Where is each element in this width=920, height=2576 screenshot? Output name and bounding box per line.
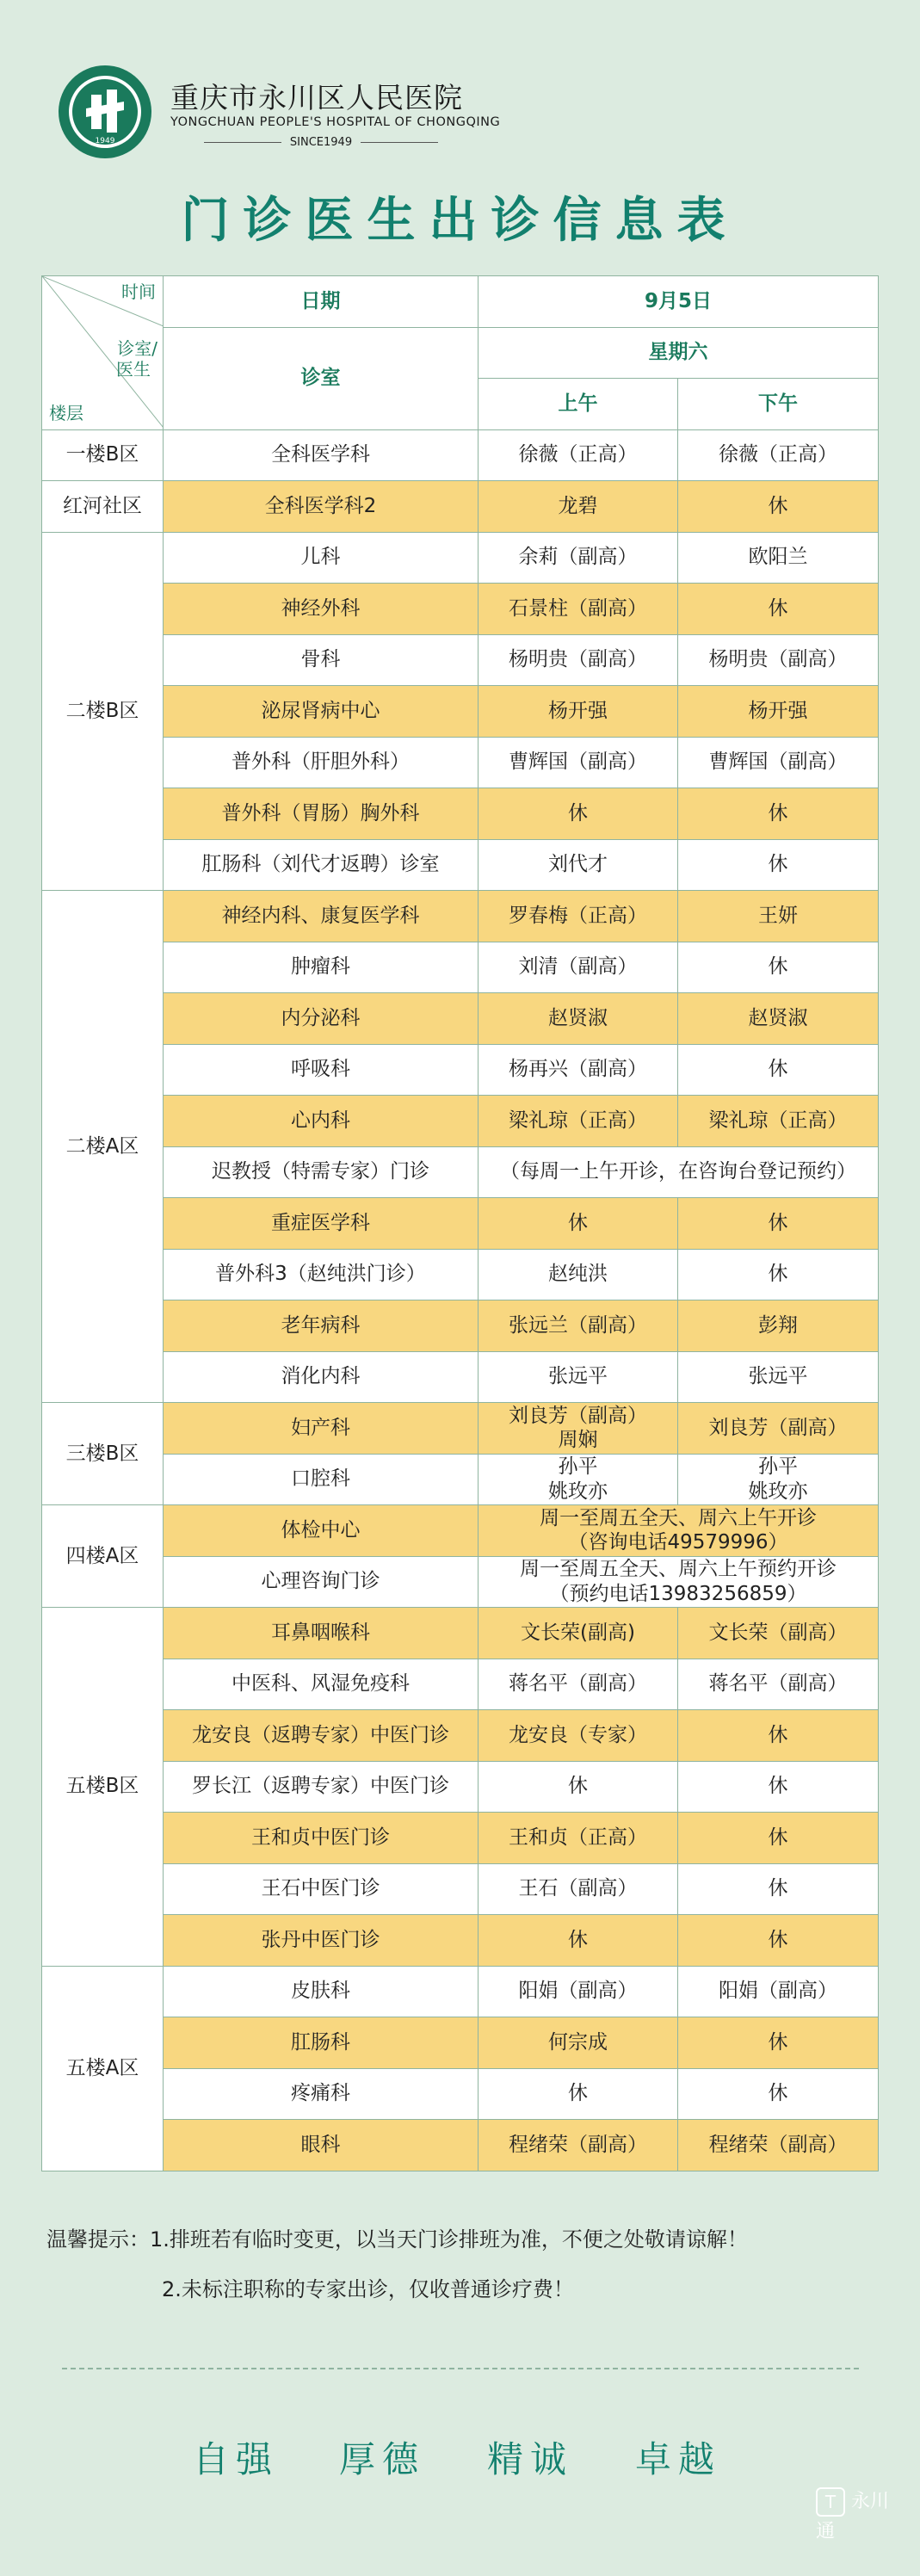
- table-row: [42, 1710, 879, 1762]
- watermark-text: 永川通: [816, 2491, 890, 2542]
- pm-doctor-cell: 刘良芳（副高）: [678, 1403, 879, 1455]
- pm-doctor-cell: 休: [678, 1863, 879, 1915]
- table-row: [42, 532, 879, 584]
- pm-doctor-cell: 欧阳兰: [678, 532, 879, 584]
- table-row: [42, 1608, 879, 1659]
- watermark: [816, 2486, 900, 2542]
- pm-doctor-cell: 彭翔: [678, 1300, 879, 1352]
- table-row: [42, 634, 879, 686]
- department-cell: 疼痛科: [164, 2068, 479, 2120]
- am-doctor-cell: 何宗成: [479, 2017, 678, 2069]
- pm-doctor-cell: 孙平 姚玫亦: [678, 1454, 879, 1505]
- department-cell: 迟教授（特需专家）门诊: [164, 1146, 479, 1198]
- am-header: 上午: [479, 379, 678, 430]
- am-doctor-cell: 杨再兴（副高）: [479, 1044, 678, 1096]
- tips-line-1: 温馨提示：1.排班若有临时变更，以当天门诊排班为准，不便之处敬请谅解！: [46, 2227, 748, 2252]
- table-row: [42, 839, 879, 891]
- department-cell: 罗长江（返聘专家）中医门诊: [164, 1761, 479, 1813]
- am-doctor-cell: 余莉（副高）: [479, 532, 678, 584]
- pm-doctor-cell: 休: [678, 1198, 879, 1250]
- am-doctor-cell: 刘清（副高）: [479, 942, 678, 993]
- table-row: [42, 1096, 879, 1147]
- pm-doctor-cell: 休: [678, 1710, 879, 1762]
- am-doctor-cell: 杨明贵（副高）: [479, 634, 678, 686]
- table-row: [42, 788, 879, 840]
- department-cell: 龙安良（返聘专家）中医门诊: [164, 1710, 479, 1762]
- date-label: 日期: [164, 276, 479, 328]
- tips-line-2: 2.未标注职称的专家出诊，仅收普通诊疗费！: [162, 2277, 574, 2301]
- corner-label-room-doctor-2: 医生: [116, 359, 151, 380]
- department-cell: 心理咨询门诊: [164, 1556, 479, 1608]
- table-row: [42, 1966, 879, 2017]
- pm-doctor-cell: 梁礼琼（正高）: [678, 1096, 879, 1147]
- am-doctor-cell: 龙安良（专家）: [479, 1710, 678, 1762]
- department-cell: 重症医学科: [164, 1198, 479, 1250]
- hospital-name: 重庆市永川区人民医院: [170, 81, 463, 114]
- motto-word-3: 精诚: [487, 2438, 574, 2480]
- table-row: [42, 1300, 879, 1352]
- pm-doctor-cell: 休: [678, 942, 879, 993]
- table-row: [42, 2120, 879, 2171]
- table-row: [42, 1863, 879, 1915]
- pm-doctor-cell: 张远平: [678, 1351, 879, 1403]
- logo-year: 1949: [95, 137, 115, 145]
- table-row: [42, 1813, 879, 1864]
- table-row: [42, 686, 879, 738]
- corner-label-floor: 楼层: [49, 402, 83, 423]
- pm-doctor-cell: 蒋名平（副高）: [678, 1659, 879, 1710]
- table-row: [42, 1044, 879, 1096]
- am-doctor-cell: 蒋名平（副高）: [479, 1659, 678, 1710]
- department-cell: 全科医学科: [164, 429, 479, 481]
- am-doctor-cell: 梁礼琼（正高）: [479, 1096, 678, 1147]
- am-doctor-cell: 石景柱（副高）: [479, 584, 678, 635]
- schedule-note-cell: （每周一上午开诊，在咨询台登记预约）: [479, 1146, 879, 1198]
- table-row: [42, 1915, 879, 1967]
- am-doctor-cell: 罗春梅（正高）: [479, 891, 678, 942]
- floor-cell: 三楼B区: [42, 1403, 164, 1505]
- table-row: [42, 1351, 879, 1403]
- hospital-logo-icon: [57, 64, 153, 160]
- floor-cell: 红河社区: [42, 481, 164, 533]
- am-doctor-cell: 休: [479, 788, 678, 840]
- table-row: [42, 481, 879, 533]
- department-cell: 中医科、风湿免疫科: [164, 1659, 479, 1710]
- am-doctor-cell: 曹辉国（副高）: [479, 737, 678, 788]
- department-cell: 口腔科: [164, 1454, 479, 1505]
- page-title: 门诊医生出诊信息表: [181, 193, 739, 249]
- table-row: [42, 584, 879, 635]
- department-cell: 王和贞中医门诊: [164, 1813, 479, 1864]
- pm-doctor-cell: 休: [678, 1813, 879, 1864]
- table-row: [42, 993, 879, 1045]
- am-doctor-cell: 张远平: [479, 1351, 678, 1403]
- table-row: [42, 891, 879, 942]
- schedule-table: [41, 275, 879, 2171]
- table-row: [42, 1146, 879, 1198]
- am-doctor-cell: 王和贞（正高）: [479, 1813, 678, 1864]
- am-doctor-cell: 休: [479, 2068, 678, 2120]
- pm-header: 下午: [678, 379, 879, 430]
- pm-doctor-cell: 休: [678, 1761, 879, 1813]
- table-row: [42, 1198, 879, 1250]
- pm-doctor-cell: 文长荣（副高）: [678, 1608, 879, 1659]
- corner-header-cell: [42, 276, 164, 430]
- department-cell: 普外科3（赵纯洪门诊）: [164, 1249, 479, 1300]
- am-doctor-cell: 程绪荣（副高）: [479, 2120, 678, 2171]
- am-doctor-cell: 休: [479, 1761, 678, 1813]
- dashed-divider: [62, 2368, 859, 2369]
- floor-cell: 二楼A区: [42, 891, 164, 1403]
- pm-doctor-cell: 休: [678, 1044, 879, 1096]
- pm-doctor-cell: 杨开强: [678, 686, 879, 738]
- table-row: [42, 1454, 879, 1505]
- am-doctor-cell: 刘良芳（副高） 周娴: [479, 1403, 678, 1455]
- schedule-note-cell: 周一至周五全天、周六上午预约开诊 （预约电话13983256859）: [479, 1556, 879, 1608]
- corner-label-room-doctor-1: 诊室/: [117, 338, 157, 359]
- pm-doctor-cell: 休: [678, 481, 879, 533]
- corner-label-time: 时间: [121, 281, 156, 302]
- department-cell: 内分泌科: [164, 993, 479, 1045]
- weekday: 星期六: [479, 327, 879, 379]
- am-doctor-cell: 杨开强: [479, 686, 678, 738]
- room-label: 诊室: [164, 327, 479, 429]
- department-cell: 肛肠科: [164, 2017, 479, 2069]
- hospital-english-name: YONGCHUAN PEOPLE'S HOSPITAL OF CHONGQING: [170, 115, 501, 129]
- pm-doctor-cell: 杨明贵（副高）: [678, 634, 879, 686]
- department-cell: 皮肤科: [164, 1966, 479, 2017]
- pm-doctor-cell: 休: [678, 1249, 879, 1300]
- pm-doctor-cell: 休: [678, 839, 879, 891]
- department-cell: 肛肠科（刘代才返聘）诊室: [164, 839, 479, 891]
- pm-doctor-cell: 王妍: [678, 891, 879, 942]
- table-row: [42, 1761, 879, 1813]
- table-row: [42, 1659, 879, 1710]
- department-cell: 神经外科: [164, 584, 479, 635]
- floor-cell: 四楼A区: [42, 1505, 164, 1608]
- department-cell: 呼吸科: [164, 1044, 479, 1096]
- department-cell: 心内科: [164, 1096, 479, 1147]
- department-cell: 耳鼻咽喉科: [164, 1608, 479, 1659]
- department-cell: 眼科: [164, 2120, 479, 2171]
- department-cell: 体检中心: [164, 1505, 479, 1557]
- floor-cell: 五楼A区: [42, 1966, 164, 2171]
- floor-cell: 二楼B区: [42, 532, 164, 891]
- am-doctor-cell: 赵纯洪: [479, 1249, 678, 1300]
- department-cell: 普外科（肝胆外科）: [164, 737, 479, 788]
- am-doctor-cell: 刘代才: [479, 839, 678, 891]
- floor-cell: 一楼B区: [42, 429, 164, 481]
- am-doctor-cell: 阳娟（副高）: [479, 1966, 678, 2017]
- table-row: [42, 942, 879, 993]
- am-doctor-cell: 休: [479, 1198, 678, 1250]
- pm-doctor-cell: 休: [678, 788, 879, 840]
- pm-doctor-cell: 阳娟（副高）: [678, 1966, 879, 2017]
- motto-word-4: 卓越: [635, 2438, 722, 2480]
- header: [0, 0, 920, 172]
- pm-doctor-cell: 徐薇（正高）: [678, 429, 879, 481]
- department-cell: 消化内科: [164, 1351, 479, 1403]
- am-doctor-cell: 徐薇（正高）: [479, 429, 678, 481]
- table-row: [42, 2068, 879, 2120]
- table-row: [42, 1556, 879, 1608]
- department-cell: 骨科: [164, 634, 479, 686]
- table-row: [42, 737, 879, 788]
- department-cell: 神经内科、康复医学科: [164, 891, 479, 942]
- table-row: [42, 1249, 879, 1300]
- department-cell: 儿科: [164, 532, 479, 584]
- pm-doctor-cell: 休: [678, 2068, 879, 2120]
- department-cell: 妇产科: [164, 1403, 479, 1455]
- pm-doctor-cell: 程绪荣（副高）: [678, 2120, 879, 2171]
- schedule-note-cell: 周一至周五全天、周六上午开诊 （咨询电话49579996）: [479, 1505, 879, 1557]
- pm-doctor-cell: 休: [678, 1915, 879, 1967]
- table-row: [42, 1505, 879, 1557]
- since-line: SINCE1949: [170, 136, 472, 149]
- motto-word-1: 自强: [193, 2438, 280, 2480]
- department-cell: 肿瘤科: [164, 942, 479, 993]
- table-row: [42, 1403, 879, 1455]
- department-cell: 老年病科: [164, 1300, 479, 1352]
- am-doctor-cell: 赵贤淑: [479, 993, 678, 1045]
- floor-cell: 五楼B区: [42, 1608, 164, 1967]
- am-doctor-cell: 张远兰（副高）: [479, 1300, 678, 1352]
- pm-doctor-cell: 休: [678, 584, 879, 635]
- am-doctor-cell: 王石（副高）: [479, 1863, 678, 1915]
- motto-word-2: 厚德: [339, 2438, 426, 2480]
- pm-doctor-cell: 赵贤淑: [678, 993, 879, 1045]
- am-doctor-cell: 文长荣(副高): [479, 1608, 678, 1659]
- pm-doctor-cell: 休: [678, 2017, 879, 2069]
- department-cell: 全科医学科2: [164, 481, 479, 533]
- department-cell: 普外科（胃肠）胸外科: [164, 788, 479, 840]
- table-row: [42, 429, 879, 481]
- department-cell: 泌尿肾病中心: [164, 686, 479, 738]
- table-row: [42, 2017, 879, 2069]
- department-cell: 张丹中医门诊: [164, 1915, 479, 1967]
- am-doctor-cell: 龙碧: [479, 481, 678, 533]
- date-value: 9月5日: [479, 276, 879, 328]
- pm-doctor-cell: 曹辉国（副高）: [678, 737, 879, 788]
- am-doctor-cell: 孙平 姚玫亦: [479, 1454, 678, 1505]
- watermark-logo-icon: T: [816, 2487, 845, 2517]
- am-doctor-cell: 休: [479, 1915, 678, 1967]
- department-cell: 王石中医门诊: [164, 1863, 479, 1915]
